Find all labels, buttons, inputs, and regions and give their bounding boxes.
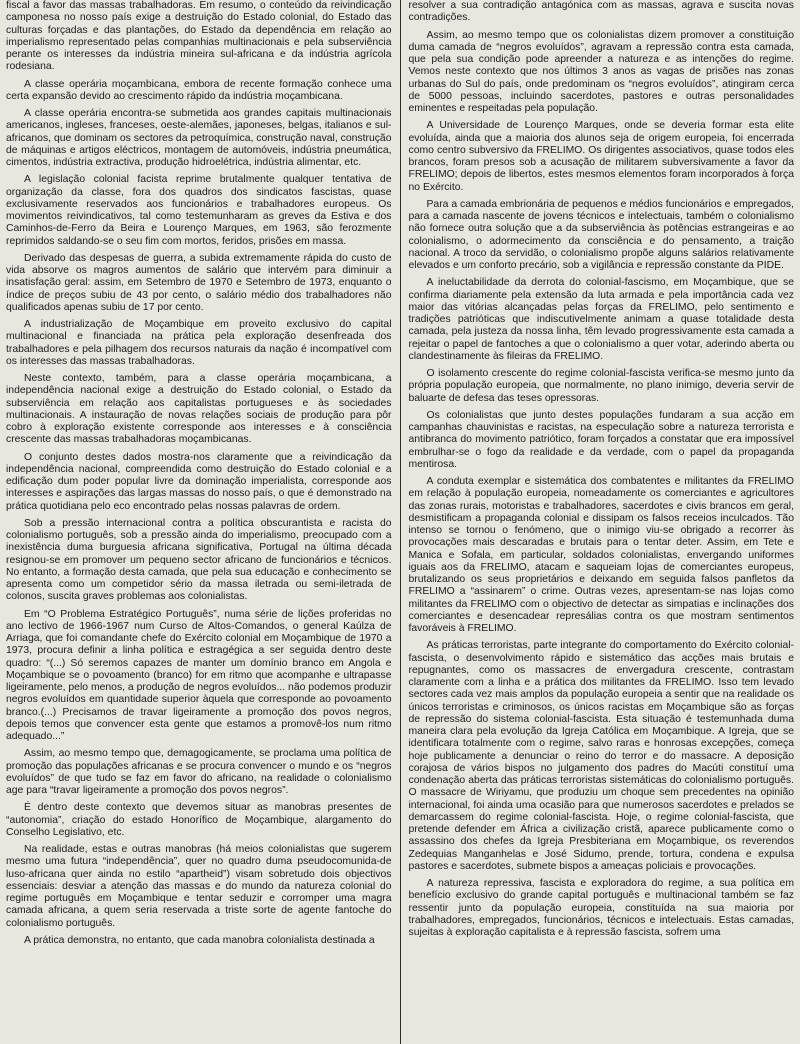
paragraph: A natureza repressiva, fascista e exploradora do regime, a sua política em benefício exclusivo do grande capital português e multinacional também se faz ressentir junto da população europeia, constituída na sua maioria por trabalhadores, empregados, funcionários, técnicos e intelectuais. Estas camadas, sujeitas à exploração capitalista e à repressão fascista, sofrem uma [408,878,794,938]
paragraph: Derivado das despesas de guerra, a subida extremamente rápida do custo de vida absorve os magros aumentos de salário que intervém para diminuir a insatisfação geral: assim, em Setembro de 1970 e Setembro de 1973, enquanto o índice de preços subiu de 43 por cento, o salário médio dos trabalhadores não qualificados apenas subiu de 17 por cento. [6,252,392,313]
paragraph: Assim, ao mesmo tempo que os colonialistas dizem promover a constituição duma camada de “negros evoluídos”, agravam a repressão contra esta camada, que pela sua condição pode apreender a natureza e as intenções do regime. Vemos neste contexto que nos últimos 3 anos as vagas de prisões nas zonas urbanas do Sul do país, onde predominam os “negros evoluídos”, atingiram cerca de 5000 pessoas, incluindo sacerdotes, pastores e outras personalidades eminentes e respeitadas pela população. [408,29,794,114]
paragraph: Em “O Problema Estratégico Português”, numa série de lições proferidas no ano lectivo de 1966-1967 num Curso de Altos-Comandos, o general Kaúlza de Arriaga, que foi comandante chefe do Exército colonial em Moçambique de 1970 a 1973, procura definir a linha política e estragégica a ser seguida dentro deste quadro: “(...) Só seremos capazes de manter um domínio branco em Angola e Moçambique se o povoamento (branco) for em ritmo que acompanhe e ultrapasse ligeiramente, pelo menos, a produção de negros evoluídos... não podemos produzir negros evoluídos em quantidade superior àquela que corresponde ao povoamento branco.(...) Precisamos de travar ligeiramente a promoção dos povos negros, depois temos que convencer esta gente que estamos a promovê-los num ritmo adequado...” [6,608,392,742]
paragraph: fiscal a favor das massas trabalhadoras. Em resumo, o conteúdo da reivindicação camponesa no nosso país exige a destruição do Estado colonial, do Estado das culturas forçadas e das plantações, do Estado da dependência em relação ao imperialismo representado pelas companhias multinacionais e pela subserviência perante os interesses da indústria mineira sul-africana e da indústria agrícola rodesiana. [6,0,392,73]
right-column [401,0,795,1044]
paragraph: A conduta exemplar e sistemática dos combatentes e militantes da FRELIMO em relação à população europeia, nomeadamente os comerciantes e agricultores das zonas rurais, motoristas e trabalhadores, sacerdotes e civis brancos em geral, desmistificam a propaganda colonial e dissipam os falsos receios inculcados. Tão intenso se tornou o fenómeno, que o inimigo viu-se obrigado a recorrer às provocações mais descaradas e brutais para o tentar deter. Assim, em Tete e Manica e Sofala, em particular, soldados colonialistas, envergando uniformes iguais aos da FRELIMO, atacam e saqueiam lojas de comerciantes europeus, brutalizando os seus proprietários e deixando em seguida falsos panfletos da FRELIMO a “assinarem” o crime. Outras vezes, apresentam-se nas lojas como militantes da FRELIMO com o objectivo de detectar as simpatias e inclinações dos comerciantes e desencadear represálias contra os que mostram sentimentos favoráveis à FRELIMO. [408,476,794,634]
paragraph: Sob a pressão internacional contra a política obscurantista e racista do colonialismo português, sob a pressão ainda do imperialismo, preocupado com a inexistência duma burguesia africana significativa, Portugal na última década resignou-se em promover um pequeno sector africano de funcionários e técnicos. No entanto, a formação desta camada, que pela sua educação e conhecimento se apresenta como um competidor sério da massa iletrada ou semi-iletrada de colonos, suscita graves problemas aos colonialistas. [6,517,392,603]
paragraph: resolver a sua contradição antagónica com as massas, agrava e suscita novas contradições. [408,0,794,24]
paragraph: Para a camada embrionária de pequenos e médios funcionários e empregados, para a camada nascente de jovens técnicos e intelectuais, também o colonialismo não fornece outra solução que a da subserviência às potências estrangeiras e ao colonialismo, o adormecimento da consciência e do pensamento, a traição nacional. A troco da servidão, o colonialismo propõe alguns salários relativamente elevados e um conforto precário, sob a vigilância e repressão constante da PIDE. [408,198,794,271]
paragraph: A industrialização de Moçambique em proveito exclusivo do capital multinacional e financiada na prática pela exploração desenfreada dos trabalhadores e pela pilhagem dos recursos naturais da nação é incompatível com os interesses das massas trabalhadoras. [6,319,392,367]
paragraph: A legislação colonial facista reprime brutalmente qualquer tentativa de organização da classe, fora dos quadros dos sindicatos fascistas, quase exclusivamente reservados aos funcionários e trabalhadores europeus. Os movimentos reivindicativos, tal como testemunharam as greves da Estiva e dos Caminhos-de-Ferro da Beira e Lourenço Marques, em 1963, são ferozmente reprimidos saldando-se o seu fim com mortos, feridos, prisões em massa. [6,174,392,247]
paragraph: O conjunto destes dados mostra-nos claramente que a reivindicação da independência nacional, compreendida como destruição do Estado colonial e a edificação dum poder popular livre da dominação imperialista, corresponde aos interesses e aspirações das largas massas do nosso país, o que é demonstrado na prática quotidiana pelo eco encontrado pelas nossas palavras de ordem. [6,451,392,512]
paragraph: A Universidade de Lourenço Marques, onde se deveria formar esta elite evoluída, ainda que a maioria dos alunos seja de origem europeia, foi encerrada como centro subversivo da FRELIMO. Os dirigentes associativos, quase todos eles brancos, foram presos sob a acusação de militarem subversivamente a favor da FRELIMO; depois de libertos, estes mesmos elementos foram incorporados à força no Exército. [408,120,794,193]
paragraph: É dentro deste contexto que devemos situar as manobras presentes de “autonomia”, criação do estado Honorífico de Moçambique, alargamento do Conselho Legislativo, etc. [6,802,392,838]
paragraph: Neste contexto, também, para a classe operária moçambicana, a independência nacional exige a destruição do Estado colonial, o Estado da subserviência em relação aos capitalistas portugueses e às sociedades multinacionais. A instauração de novas relações sociais de produção para pôr cobro à exploração existente corresponde aos interesses e à consciência crescente das massas trabalhadoras moçambicanas. [6,373,392,446]
paragraph: A classe operária encontra-se submetida aos grandes capitais multinacionais americanos, ingleses, franceses, oeste-alemães, japoneses, belgas, italianos e sul-africanos, que dominam os sectores da petroquímica, construção naval, construção de máquinas e artigos eléctricos, montagem de automóveis, indústria pneumática, cimentos, indústria extractiva, produção hidroelétrica, indústria alimentar, etc. [6,108,392,168]
paragraph: As práticas terroristas, parte integrante do comportamento do Exército colonial-fascista, o desenvolvimento rápido e sistemático das acções mais brutais e repugnantes, como os massacres de envergadura crescente, contrastam claramente com a linha e a prática dos militantes da FRELIMO. Isso tem levado sectores cada vez mais amplos da população europeia a sentir que na realidade os únicos terroristas e criminosos, os únicos racistas em Moçambique são as forças de repressão do sistema colonial-fascista. Esta situação é testemunhada duma maneira clara pela evolução da Igreja Católica em Moçambique. A Igreja, que se identificara totalmente com o regime, salvo raras e honrosas excepções, começa hoje publicamente a denunciar o reino do terror e do massacre. A deposição corajosa de vários bispos no julgamento dos padres do Macúti constituí uma condenação aberta das práticas terroristas sistemáticas do colonialismo português. O massacre de Wiriyamu, que produziu um choque sem precedentes na opinião internacional, foi ainda uma ocasião para que numerosos sacerdotes e prelados se demarcassem do regime colonial-fascista. Hoje, o regime colonial-fascista, que pretende defender em África a civilização cristã, aparece publicamente como o assassino dos chefes da Igreja Presbiteriana em Moçambique, os reverendos Zedequias Manganhelas e José Sidumo, prende, tortura, condena e expulsa pastores e sacerdotes, submete bispos a ameaças policiais e provocações. [408,640,794,872]
paragraph: O isolamento crescente do regime colonial-fascista verifica-se mesmo junto da própria população europeia, que normalmente, no plano inimigo, deveria servir de baluarte de defesa das teses opressoras. [408,368,794,404]
paragraph: Assim, ao mesmo tempo que, demagogicamente, se proclama uma política de promoção das populações africanas e se procura convencer o mundo e os “negros evoluídos” de que tudo se faz em favor do africano, na realidade o colonialismo age para “travar ligeiramente a promoção dos povos negros”. [6,748,392,796]
paragraph: A ineluctabilidade da derrota do colonial-fascismo, em Moçambique, que se confirma diariamente pela extensão da luta armada e pela importância cada vez maior das vitórias alcançadas pelas forças da FRELIMO, pelo sentimento e tradições patrióticas que indiscutivelmente animam a quase totalidade desta camada, pela justeza da nossa linha, têm levado progressivamente esta camada a rejeitar o papel de fantoches a que o colonialismo a quer votar, aderindo aberta ou clandestinamente às fileiras da FRELIMO. [408,277,794,362]
paragraph: A prática demonstra, no entanto, que cada manobra colonialista destinada a [24,934,375,946]
left-column [6,0,400,1044]
paragraph: Os colonialistas que junto destes populações fundaram a sua acção em campanhas chauvinistas e racistas, na especulação sobre a natureza terrorista e antibranca do movimento patriótico, foram forçados a constatar que era impossível embrulhar-se o fogo da realidade e da verdade, com o papel da propaganda mentirosa. [408,409,794,470]
paragraph: A classe operária moçambicana, embora de recente formação conhece uma certa expansão devido ao crescimento rápido da indústria moçambicana. [6,78,392,102]
paragraph: Na realidade, estas e outras manobras (há meios colonialistas que sugerem mesmo uma futura “independência”, quer no quadro duma pseudocomunida-de luso-africana quer ainda no estilo “apartheid”) visam sobretudo dois objectivos essenciais: desviar a atenção das massas e do mundo da natureza colonial do regime português em Moçambique e tentar seduzir e corromper uma magra camada africana, a quem seria reservada a triste sorte de agente fantoche do colonialismo português. [6,844,392,929]
